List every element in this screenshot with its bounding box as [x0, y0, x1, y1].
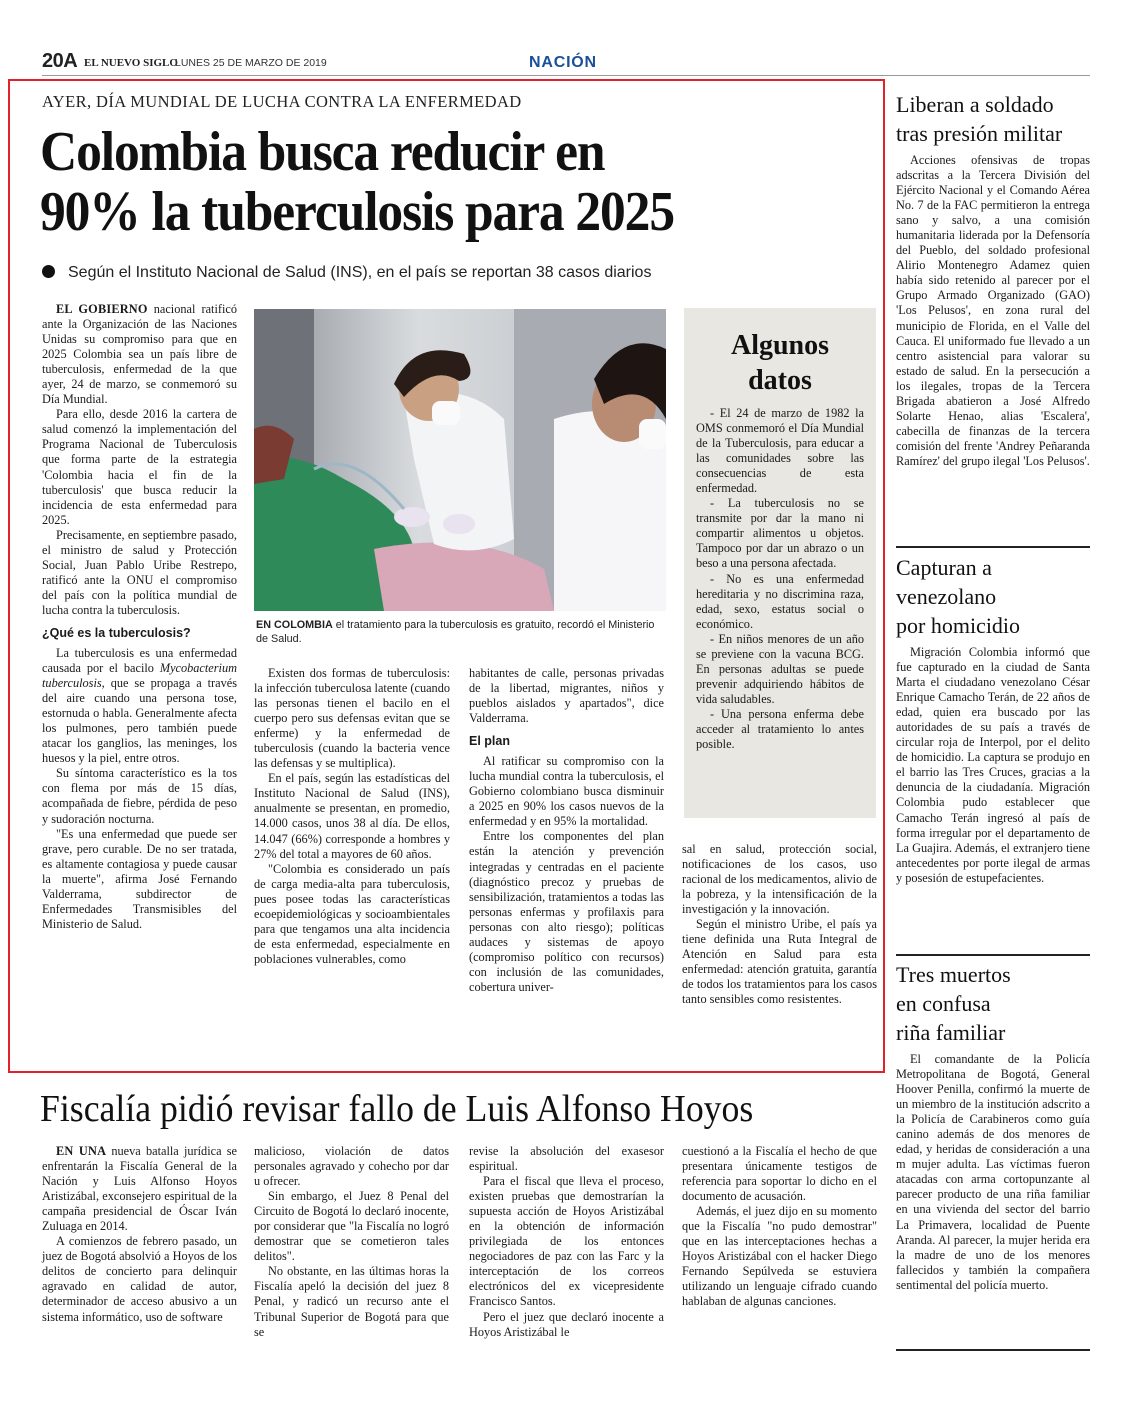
main-col-4 — [682, 842, 877, 1008]
right-sidebar-3 — [896, 960, 1090, 1293]
main-headline-line2: 90% la tuberculosis para 2025 — [40, 181, 674, 243]
facts-box-title: Algunos datos — [730, 330, 830, 396]
main-paragraph: Existen dos formas de tuberculosis: la infección tuberculosa latente (cuando las personas tienen el bacilo en el cuerpo pero sus defensas evitan que se enferme) y la enfermedad de tuberculosis (cuando la bacteria vence las defensas y se multiplica). — [254, 666, 450, 771]
main-paragraph: EL GOBIERNO nacional ratificó ante la Organización de las Naciones Unidas su compromiso para que en 2025 Colombia sea un país libre de tuberculosis, enfermedad de la que ayer, 24 de marzo, se conmemoró su Día Mundial. — [42, 302, 237, 407]
main-col-2 — [254, 666, 450, 967]
second-paragraph: cuestionó a la Fiscalía el hecho de que presentara únicamente testigos de referencia para soportar lo dicho en el documento de acusación. — [682, 1144, 877, 1204]
caption-lead: EN COLOMBIA — [256, 619, 333, 631]
main-col-3 — [469, 666, 664, 995]
main-deck — [42, 264, 872, 282]
story2-body: Migración Colombia informó que fue capturado en la ciudad de Santa Marta el ciudadano venezolano César Enrique Camacho Terán, de 22 años de edad, quien era buscado por las autoridades de su país a través de circular roja de Interpol, por el delito de homicidio. La captura se produjo en el barrio las Tres Cruces, gracias a la denuncia de la ciudadanía. Migración Colombia pudo establecer que Camacho Terán ingresó al país de forma irregular por el departamento de La Guajira. Además, el extranjero tiene antecedentes por porte ilegal de armas y posesión de estupefacientes. — [896, 645, 1090, 885]
subhead-que-es: ¿Qué es la tuberculosis? — [42, 625, 191, 640]
second-paragraph: revise la absolución del exasesor espiritual. — [469, 1144, 664, 1174]
main-kicker: AYER, DÍA MUNDIAL DE LUCHA CONTRA LA ENFERMEDAD — [42, 92, 522, 111]
story3-headline: Tres muertos en confusa riña familiar — [896, 962, 1011, 1045]
sidebar-rule-2 — [896, 954, 1090, 956]
nurse-patient-photo — [254, 309, 666, 611]
second-paragraph: A comienzos de febrero pasado, un juez de Bogotá absolvió a Hoyos de los delitos de concierto para delinquir agravado en calidad de autor, determinador de acceso abusivo a un sistema informático, uso de software — [42, 1234, 237, 1324]
fact-item: - No es una enfermedad hereditaria y no discrimina raza, edad, sexo, estatus social o económico. — [696, 571, 864, 631]
facts-list — [696, 406, 864, 752]
main-headline — [40, 122, 880, 242]
second-paragraph: Pero el juez que declaró inocente a Hoyos Aristizábal le — [469, 1309, 664, 1339]
second-col-1 — [42, 1144, 237, 1325]
second-col-2 — [254, 1144, 449, 1340]
photo-caption: EN COLOMBIA el tratamiento para la tuberculosis es gratuito, recordó el Ministerio de Salud. — [256, 619, 655, 645]
sidebar-rule-1 — [896, 546, 1090, 548]
section-name: NACIÓN — [529, 54, 597, 71]
header-rule — [42, 75, 1090, 76]
subhead-el-plan: El plan — [469, 734, 510, 749]
second-col-3 — [469, 1144, 664, 1340]
second-headline: Fiscalía pidió revisar fallo de Luis Alfonso Hoyos — [40, 1088, 754, 1130]
main-col-1 — [42, 302, 237, 932]
bullet-dot-icon — [42, 265, 55, 278]
main-paragraph: Precisamente, en septiembre pasado, el ministro de salud y Protección Social, Juan Pablo Uribe Restrepo, ratificó ante la ONU el compromiso del país con la política mundial de lucha contra la tuberculosis. — [42, 527, 237, 617]
main-paragraph: Entre los componentes del plan están la atención y prevención integradas y centradas en el paciente (diagnóstico precoz y pruebas de sensibilización, tratamientos a todas las personas enfermas y profilaxis para personas con alto riesgo); políticas audaces y sistemas de apoyo (compromiso político con recursos) con inclusión de las comunidades, cobertura univer- — [469, 829, 664, 994]
fact-item: - La tuberculosis no se transmite por dar la mano ni compartir alimentos u objetos. Tampoco por dar un abrazo o un beso a una persona afectada. — [696, 496, 864, 571]
story3-body: El comandante de la Policía Metropolitana de Bogotá, General Hoover Penilla, confirmó la muerte de un miembro de la institución adscrito a la Policía de Carabineros como guía canino además de dos menores de edad, y heridas de consideración a una m mujer adulta. Las víctimas fueron atacadas con arma cortopunzante al parecer producto de una riña familiar en una vivienda del sector del barrio La Primavera, localidad de Puente Aranda. Al parecer, la mujer herida era la madre de uno de los menores fallecidos y también la compañera sentimental del policía muerto. — [896, 1052, 1090, 1292]
main-paragraph: Al ratificar su compromiso con la lucha mundial contra la tuberculosis, el Gobierno colombiano busca disminuir a 2025 en 90% los casos nuevos de la enfermedad y en 95% la mortalidad. — [469, 754, 664, 829]
issue-date: LUNES 25 DE MARZO DE 2019 — [175, 57, 327, 69]
main-paragraph: Para ello, desde 2016 la cartera de salud comenzó la implementación del Programa Nacional de Tuberculosis que forma parte de la estrategia 'Colombia hacia el fin de la tuberculosis' que busca reducir la incidencia de esta enfermedad para 2025. — [42, 407, 237, 527]
second-paragraph: EN UNA nueva batalla jurídica se enfrentarán la Fiscalía General de la Nación y Luis Alfonso Hoyos Aristizábal, exconsejero espiritual de la campaña presidencial de Óscar Iván Zuluaga en 2014. — [42, 1144, 237, 1234]
lead-in: EL GOBIERNO — [56, 302, 148, 316]
main-paragraph: "Colombia es considerado un país de carga media-alta para tuberculosis, pues posee todas las características ecoepidemiológicas y socioambientales para que tengamos una alta incidencia de esta enfermedad, especialmente en poblaciones vulnerables, como — [254, 861, 450, 966]
main-paragraph: La tuberculosis es una enfermedad causada por el bacilo Mycobacterium tuberculosis, que se propaga a través del aire cuando una persona tose, estornuda o habla. Generalmente afecta los pulmones, pero también puede atacar los ganglios, las meninges, los huesos y la piel, entre otros. — [42, 645, 237, 766]
main-headline-line1: Colombia busca reducir en — [40, 121, 605, 183]
fact-item: - En niños menores de un año se previene con la vacuna BCG. En personas adultas se puede prevenir adquiriendo hábitos de vida saludables. — [696, 631, 864, 706]
second-paragraph: malicioso, violación de datos personales agravado y cohecho por dar u ofrecer. — [254, 1144, 449, 1189]
fact-item: - Una persona enferma debe acceder al tratamiento lo antes posible. — [696, 706, 864, 752]
right-sidebar — [896, 90, 1090, 469]
photo-illustration — [254, 309, 666, 611]
story2-headline: Capturan a venezolano por homicidio — [896, 555, 1021, 638]
story1-headline: Liberan a soldado tras presión militar — [896, 92, 1063, 146]
second-paragraph: No obstante, en las últimas horas la Fiscalía apeló la decisión del juez 8 Penal, y radicó un recurso ante el Tribunal Superior de Bogotá para que se — [254, 1264, 449, 1339]
page-header — [42, 50, 1092, 76]
deck-text: Según el Instituto Nacional de Salud (INS), en el país se reportan 38 casos diarios — [68, 264, 652, 281]
paper-name: EL NUEVO SIGLO — [84, 57, 178, 69]
facts-box — [684, 308, 876, 818]
main-paragraph: habitantes de calle, personas privadas de la libertad, migrantes, niños y pueblos aislados y apartados", dice Valderrama. — [469, 666, 664, 726]
second-paragraph: Para el fiscal que lleva el proceso, existen pruebas que demostrarían la supuesta acción de Hoyos Aristizábal en la obtención de información privilegiada de los entonces negociadores de paz con las Farc y la interceptación de los correos electrónicos del ex vicepresidente Francisco Santos. — [469, 1174, 664, 1309]
story1-body: Acciones ofensivas de tropas adscritas a la Tercera División del Ejército Nacional y el Comando Aérea No. 7 de la FAC permitieron la entrega sano y salvo, a una comisión humanitaria liderada por la Defensoría del Pueblo, del soldado profesional Alirio Montenegro Adamez quien había sido retenido al parecer por el Grupo Armado Organizado (GAO) 'Los Pelusos', en zona rural del municipio de Florida, en el Valle del Cauca. El uniformado fue llevado a un centro asistencial para valorar su estado de salud. En la persecución a los ilegales, tropas de la Tercera Brigada abatieron a José Alfredo Solarte Henao, alias 'Escalera', cabecilla de finanzas de la tercera comisión del frente 'Andrey Peñaranda Ramírez' del grupo ilegal 'Los Pelusos'. — [896, 153, 1090, 468]
second-col-4 — [682, 1144, 877, 1310]
main-paragraph: sal en salud, protección social, notificaciones de los casos, uso racional de los medicamentos, alivio de la pobreza, y la intensificación de la investigación y la innovación. — [682, 842, 877, 917]
main-paragraph: Su síntoma característico es la tos con flema por más de 15 días, acompañada de fiebre, pérdida de peso y sudoración nocturna. — [42, 766, 237, 826]
sidebar-rule-3 — [896, 1349, 1090, 1351]
page-number: 20A — [42, 50, 78, 72]
main-paragraph: En el país, según las estadísticas del Instituto Nacional de Salud (INS), anualmente se presentan, en promedio, 14.000 casos, unos 38 al día. De ellos, 14.047 (66%) corresponde a hombres y 27% del total a mayores de 60 años. — [254, 771, 450, 861]
second-paragraph: Sin embargo, el Juez 8 Penal del Circuito de Bogotá lo declaró inocente, por considerar que "la Fiscalía no logró demostrar que se cometieron tales delitos". — [254, 1189, 449, 1264]
right-sidebar-2 — [896, 553, 1090, 886]
fact-item: - El 24 de marzo de 1982 la OMS conmemoró el Día Mundial de la Tuberculosis, para educar a las comunidades sobre las consecuencias de esta enfermedad. — [696, 406, 864, 496]
second-paragraph: Además, el juez dijo en su momento que la Fiscalía "no pudo demostrar" que en las interceptaciones hechas a Hoyos Aristizábal con el hacker Diego Fernando Sepúlveda se estuviera utilizando un lenguaje cifrado cuando hablaban de algunas canciones. — [682, 1204, 877, 1309]
main-paragraph: Según el ministro Uribe, el país ya tiene definida una Ruta Integral de Atención en Salud para esta enfermedad: atención gratuita, garantía de todos los tratamientos para los casos tanto sensibles como resistentes. — [682, 917, 877, 1007]
main-paragraph: "Es una enfermedad que puede ser grave, pero curable. De no ser tratada, es altamente contagiosa y puede causar la muerte", afirma José Fernando Valderrama, subdirector de Enfermedades Transmisibles del Ministerio de Salud. — [42, 826, 237, 931]
